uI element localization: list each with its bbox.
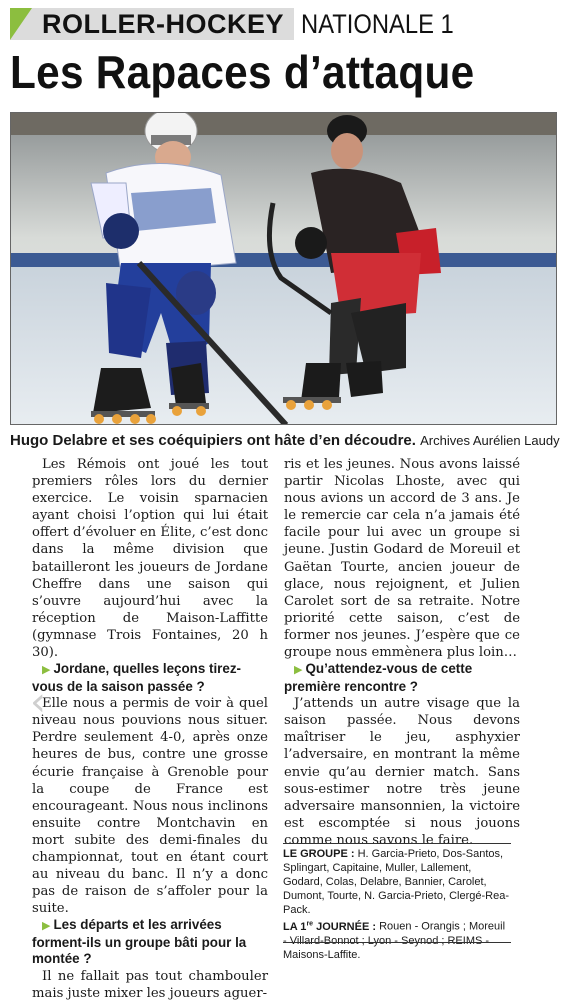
roster-label: LE GROUPE : (283, 848, 355, 860)
matchday-fixtures: Rouen - Orangis ; Moreuil - Villard-Bonnot ; Lyon - Seynod ; REIMS - Maisons-Laffite. (283, 920, 506, 961)
interview-question: ▶ Jordane, quelles leçons tirez-vous de la saison passée ? (32, 661, 241, 694)
triangle-right-icon: ▶ (42, 920, 51, 933)
team-roster (283, 847, 511, 917)
interview-question: ▶ Les départs et les arrivées forment-ils un groupe bâti pour la montée ? (32, 917, 247, 967)
section-rubric: ROLLER-HOCKEY (10, 8, 294, 40)
section-kicker (10, 8, 476, 40)
article-photo (10, 112, 557, 425)
headline: Les Rapaces d’attaque (10, 46, 475, 98)
section-name: NATIONALE 1 (301, 9, 454, 39)
article-column-left (32, 456, 268, 1002)
interview-question: ▶ Qu’attendez-vous de cette première rencontre ? (284, 661, 473, 694)
triangle-right-icon: ▶ (294, 664, 303, 677)
paragraph: J’attends un autre visage que la saison passée. Nous devons maîtriser le jeu, asphyxier l’adversaire, en montrant la même envie qu’au dernier match. Sans sous-estimer notre très jeune adversaire mansonnien, la victoire est escomptée si nous jouons comme nous savons le faire. (284, 696, 520, 848)
box-bottom-rule (283, 942, 511, 943)
roller-hockey-photo (11, 113, 557, 425)
paragraph: ris et les jeunes. Nous avons laissé partir Nicolas Lhoste, avec qui nous avions un accord de 3 ans. Je le remercie car cela n’a jamais été facile pour lui avec un groupe si jeune. Justin Godard de Moreuil et Gaëtan Tourte, ancien joueur de glace, nous rejoignent, et Julien Carolet sort de sa retraite. Notre priorité cette saison, c’est de former nos jeunes. J’espère que ce groupe nous emmènera plus loin… (284, 457, 520, 661)
photo-caption (10, 430, 558, 452)
matchday-label: LA 1re JOURNÉE : (283, 920, 377, 933)
paragraph: Les Rémois ont joué les tout premiers rôles lors du dernier exercice. Le voisin sparnacien ayant choisi l’option qui lui était offert d’évoluer en Élite, c’est donc dans la même division que batailleront les joueurs de Jordane Cheffre dans une saison qui s’ouvre aujourd’hui avec la réception de Maison-Laffitte (gymnase Trois Fontaines, 20 h 30). (32, 457, 268, 661)
roster-names: H. Garcia-Prieto, Dos-Santos, Splingart, Capitaine, Muller, Lallement, Godard, Colas, Delabre, Bannier, Carolet, Dumont, Tourte, N. Garcia-Prieto, Clergé-Rea-Pack. (283, 848, 509, 916)
paragraph: Elle nous a permis de voir à quel niveau nous pouvions nous situer. Perdre seulement 4-0, après onze heures de bus, contre une grosse écurie française à Grenoble pour la coupe de France est encourageant. Nous nous inclinons ensuite contre Montchavin en mort subite des demi-finales du championnat, tout en étant court au niveau du banc. Il n’y a donc pas de raison de s’affoler pour la suite. (32, 696, 268, 917)
team-info-box (283, 843, 511, 962)
article-column-right (284, 456, 520, 849)
paragraph: Il ne fallait pas tout chambouler mais juste mixer les joueurs aguer- (32, 968, 268, 1001)
chevron-left-icon[interactable]: ‹ (30, 679, 46, 725)
first-matchday (283, 917, 511, 962)
caption-text: Hugo Delabre et ses coéquipiers ont hâte d’en découdre. (10, 432, 416, 449)
photo-credit: Archives Aurélien Laudy (420, 433, 560, 448)
triangle-right-icon: ▶ (42, 664, 51, 677)
